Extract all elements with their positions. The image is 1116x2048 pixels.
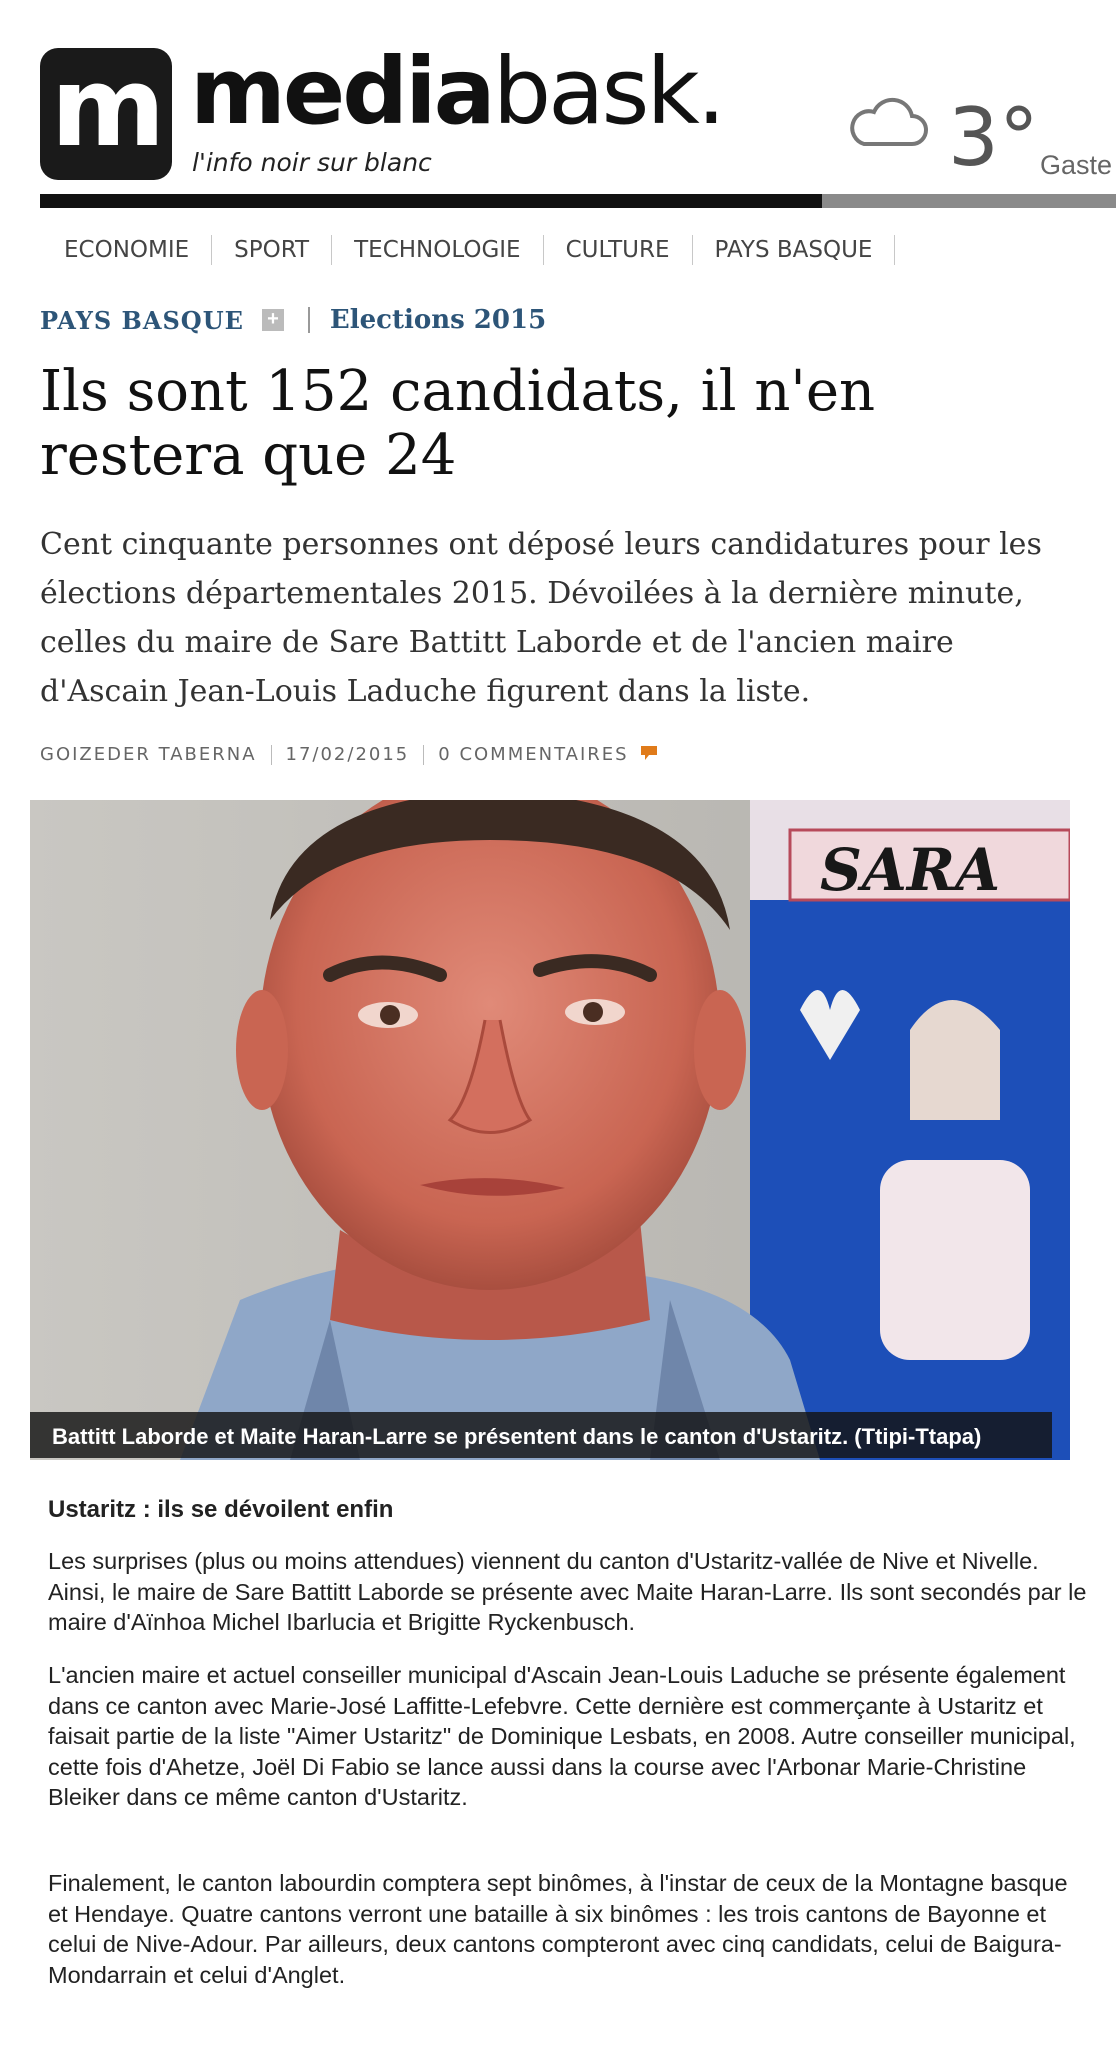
temperature: 3° [948, 91, 1039, 184]
article-paragraph: L'ancien maire et actuel conseiller municipal d'Ascain Jean-Louis Laduche se présente également dans ce canton avec Marie-José Laffitte-Lefebvre. Cette dernière est commerçante à Ustaritz et faisait partie de la liste "Aimer Ustaritz" de Dominique Lesbats, en 2008. Autre conseiller municipal, cette fois d'Ahetze, Joël Di Fabio se lance aussi dans la course avec l'Arbonar Marie-Christine Bleiker dans ce même canton d'Ustaritz. [48, 1662, 1076, 1810]
comments-link[interactable]: 0 COMMENTAIRES [438, 744, 629, 765]
article-lead: Cent cinquante personnes ont déposé leurs candidatures pour les élections départementales 2015. Dévoilées à la dernière minute, celles du maire de Sare Battitt Laborde et de l'ancien maire d'Ascain Jean-Louis Laduche figurent dans la liste. [40, 527, 1042, 709]
meta-divider [423, 745, 424, 765]
nav-item-economie[interactable]: ECONOMIE [44, 235, 212, 265]
meta-divider [271, 745, 272, 765]
nav-item-technologie[interactable]: TECHNOLOGIE [332, 235, 543, 265]
category-divider [308, 307, 310, 333]
site-brand[interactable] [190, 38, 723, 145]
brand-light: bask. [492, 38, 723, 145]
site-logo[interactable] [40, 43, 172, 180]
nav-item-sport[interactable]: SPORT [212, 235, 332, 265]
article-category [40, 305, 546, 335]
article-meta [40, 744, 657, 765]
cloud-icon [846, 92, 928, 152]
comment-icon[interactable] [641, 746, 657, 760]
photo-illustration [30, 800, 1070, 1460]
author-name[interactable]: GOIZEDER TABERNA [40, 744, 257, 765]
logo-letter: m [50, 43, 162, 171]
brand-bold: media [190, 38, 493, 145]
article-title: Ils sont 152 candidats, il n'en restera que 24 [40, 359, 876, 488]
article-paragraph: Finalement, le canton labourdin comptera sept binômes, à l'instar de ceux de la Montagne basque et Hendaye. Quatre cantons verront une bataille à six binômes : les trois cantons de Bayonne et celui de Nive-Adour. Par ailleurs, deux cantons compteront avec cinq candidats, celui de Baigura-Mondarrain et celui d'Anglet. [48, 1870, 1068, 1988]
article-paragraph: Les surprises (plus ou moins attendues) viennent du canton d'Ustaritz-vallée de Nive et Nivelle. Ainsi, le maire de Sare Battitt Laborde se présente avec Maite Haran-Larre. Ils sont secondés par le maire d'Aïnhoa Michel Ibarlucia et Brigitte Ryckenbusch. [48, 1548, 1087, 1635]
main-nav [44, 232, 895, 268]
header-rule-weather [822, 194, 1116, 208]
weather-city[interactable]: Gaste [1040, 150, 1113, 180]
photo-sign-text: SARA [820, 836, 1001, 904]
nav-item-pays-basque[interactable]: PAYS BASQUE [693, 235, 896, 265]
article-subheading: Ustaritz : ils se dévoilent enfin [48, 1496, 394, 1523]
nav-item-culture[interactable]: CULTURE [544, 235, 693, 265]
publish-date: 17/02/2015 [285, 744, 410, 765]
site-tagline: l'info noir sur blanc [192, 148, 432, 177]
plus-icon[interactable]: + [262, 309, 284, 331]
dossier-link[interactable]: Elections 2015 [329, 305, 547, 335]
photo-caption: Battitt Laborde et Maite Haran-Larre se présentent dans le canton d'Ustaritz. (Ttipi-Ttapa) [52, 1424, 982, 1449]
section-link[interactable]: PAYS BASQUE [40, 305, 244, 335]
article-photo[interactable] [30, 800, 1070, 1460]
header-rule [40, 194, 822, 208]
